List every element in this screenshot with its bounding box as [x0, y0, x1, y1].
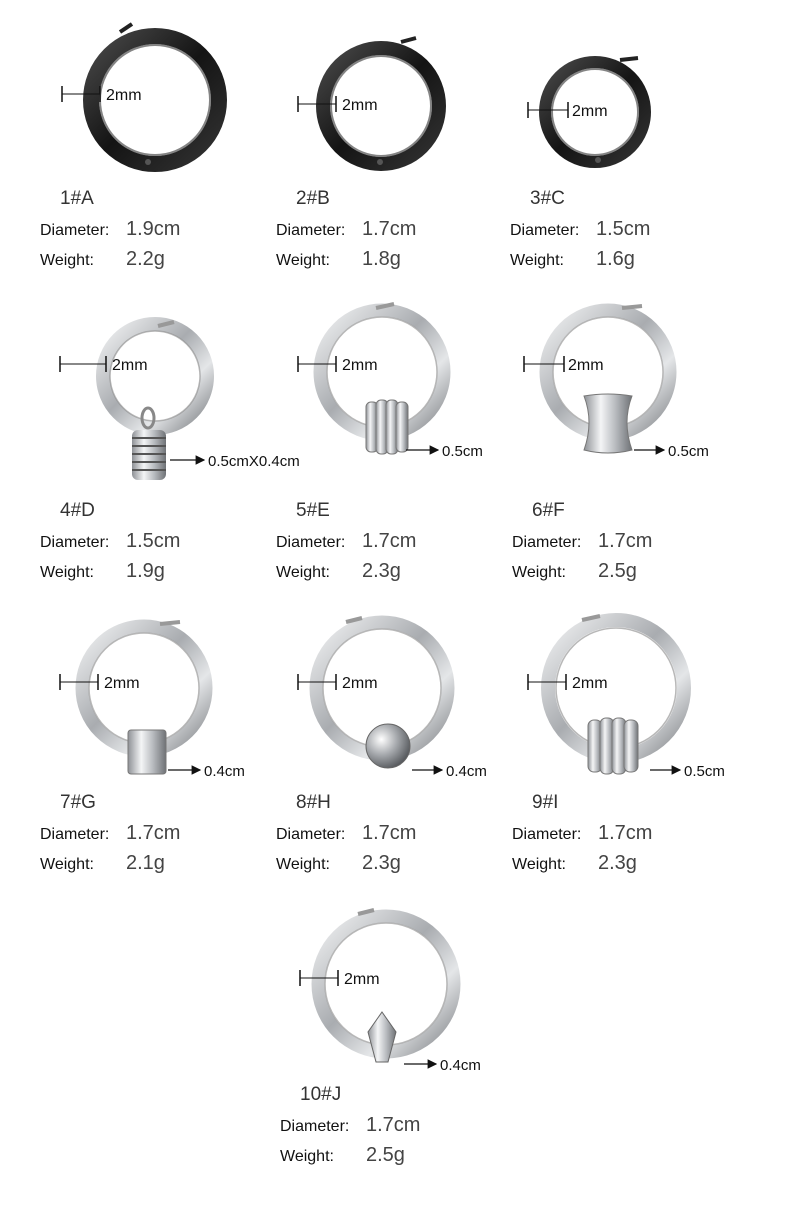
diameter-row: [276, 218, 416, 241]
weight-label: Weight:: [512, 564, 566, 581]
weight-label: Weight:: [280, 1148, 334, 1165]
weight-value: 2.3g: [598, 852, 637, 874]
earring-4d-image: [40, 332, 300, 512]
product-card-9i: [512, 624, 752, 924]
weight-value: 2.3g: [362, 852, 401, 874]
charm-size-label: 0.4cm: [204, 763, 245, 780]
diameter-label: Diameter:: [276, 826, 346, 843]
diameter-row: [40, 218, 180, 241]
weight-value: 1.9g: [126, 560, 165, 582]
weight-label: Weight:: [276, 564, 330, 581]
weight-row: [510, 248, 635, 271]
earring-3c-image: [510, 20, 750, 200]
diameter-label: Diameter:: [40, 534, 110, 551]
diameter-value: 1.7cm: [366, 1114, 421, 1136]
weight-row: [40, 560, 165, 583]
thickness-label: 2mm: [106, 87, 142, 104]
product-card-6f: [512, 332, 752, 632]
weight-label: Weight:: [512, 856, 566, 873]
charm-size-label: 0.5cm: [668, 443, 709, 460]
product-code: 2#B: [296, 188, 330, 209]
product-code: 4#D: [60, 500, 95, 521]
thickness-label: 2mm: [572, 675, 608, 692]
diameter-label: Diameter:: [276, 222, 346, 239]
diameter-label: Diameter:: [276, 534, 346, 551]
coil-charm: [366, 400, 408, 454]
weight-value: 2.5g: [598, 560, 637, 582]
diameter-row: [280, 1114, 420, 1137]
weight-row: [40, 852, 165, 875]
weight-value: 2.5g: [366, 1144, 405, 1166]
weight-label: Weight:: [40, 564, 94, 581]
product-code: 10#J: [300, 1084, 342, 1105]
diameter-value: 1.7cm: [362, 218, 417, 240]
charm-size-label: 0.4cm: [440, 1057, 481, 1074]
spool-charm: [584, 394, 632, 453]
product-card-10j: [280, 916, 520, 1216]
thickness-label: 2mm: [342, 675, 378, 692]
diameter-row: [276, 822, 416, 845]
diameter-value: 1.5cm: [596, 218, 651, 240]
product-card-7g: [40, 624, 280, 924]
weight-row: [276, 852, 401, 875]
thickness-label: 2mm: [104, 675, 140, 692]
coil-charm: [588, 718, 638, 774]
earring-10j-image: [280, 916, 520, 1096]
weight-value: 2.2g: [126, 248, 165, 270]
diameter-row: [512, 822, 652, 845]
thickness-label: 2mm: [112, 357, 148, 374]
diameter-row: [40, 530, 180, 553]
earring-8h-image: [276, 624, 516, 804]
product-card-8h: [276, 624, 516, 924]
earring-1a-image: [40, 20, 280, 200]
product-code: 1#A: [60, 188, 94, 209]
weight-value: 1.6g: [596, 248, 635, 270]
product-code: 9#I: [532, 792, 559, 813]
weight-row: [276, 560, 401, 583]
product-card-5e: [276, 332, 516, 632]
charm-size-label: 0.4cm: [446, 763, 487, 780]
diameter-label: Diameter:: [40, 222, 110, 239]
weight-row: [512, 852, 637, 875]
diameter-row: [40, 822, 180, 845]
earring-7g-image: [40, 624, 280, 804]
product-card-4d: [40, 332, 300, 632]
product-code: 7#G: [60, 792, 96, 813]
weight-label: Weight:: [510, 252, 564, 269]
weight-value: 2.1g: [126, 852, 165, 874]
product-card-3c: [510, 20, 750, 320]
earring-2b-image: [276, 20, 516, 200]
product-code: 5#E: [296, 500, 330, 521]
diameter-value: 1.7cm: [598, 822, 653, 844]
weight-label: Weight:: [276, 856, 330, 873]
product-code: 8#H: [296, 792, 331, 813]
diameter-label: Diameter:: [512, 534, 582, 551]
diameter-row: [510, 218, 650, 241]
weight-row: [512, 560, 637, 583]
thickness-label: 2mm: [344, 971, 380, 988]
ball-charm: [366, 724, 410, 768]
diameter-label: Diameter:: [280, 1118, 350, 1135]
product-code: 6#F: [532, 500, 565, 521]
product-code: 3#C: [530, 188, 565, 209]
weight-row: [276, 248, 401, 271]
thickness-label: 2mm: [342, 97, 378, 114]
diameter-value: 1.5cm: [126, 530, 181, 552]
weight-row: [40, 248, 165, 271]
charm-size-label: 0.5cmX0.4cm: [208, 453, 300, 470]
diameter-value: 1.7cm: [362, 822, 417, 844]
earring-9i-image: [512, 624, 752, 804]
diameter-label: Diameter:: [40, 826, 110, 843]
charm-size-label: 0.5cm: [684, 763, 725, 780]
product-card-1a: [40, 20, 280, 320]
tube-charm: [128, 730, 166, 774]
weight-label: Weight:: [276, 252, 330, 269]
diameter-value: 1.7cm: [598, 530, 653, 552]
diameter-value: 1.7cm: [362, 530, 417, 552]
charm-size-label: 0.5cm: [442, 443, 483, 460]
diameter-label: Diameter:: [510, 222, 580, 239]
thickness-label: 2mm: [342, 357, 378, 374]
weight-value: 1.8g: [362, 248, 401, 270]
weight-label: Weight:: [40, 856, 94, 873]
thickness-label: 2mm: [572, 103, 608, 120]
diameter-row: [276, 530, 416, 553]
diameter-row: [512, 530, 652, 553]
weight-row: [280, 1144, 405, 1167]
weight-label: Weight:: [40, 252, 94, 269]
earring-5e-image: [276, 332, 516, 512]
weight-value: 2.3g: [362, 560, 401, 582]
earring-6f-image: [512, 332, 752, 512]
diameter-value: 1.9cm: [126, 218, 181, 240]
diameter-value: 1.7cm: [126, 822, 181, 844]
diameter-label: Diameter:: [512, 826, 582, 843]
thickness-label: 2mm: [568, 357, 604, 374]
product-card-2b: [276, 20, 516, 320]
